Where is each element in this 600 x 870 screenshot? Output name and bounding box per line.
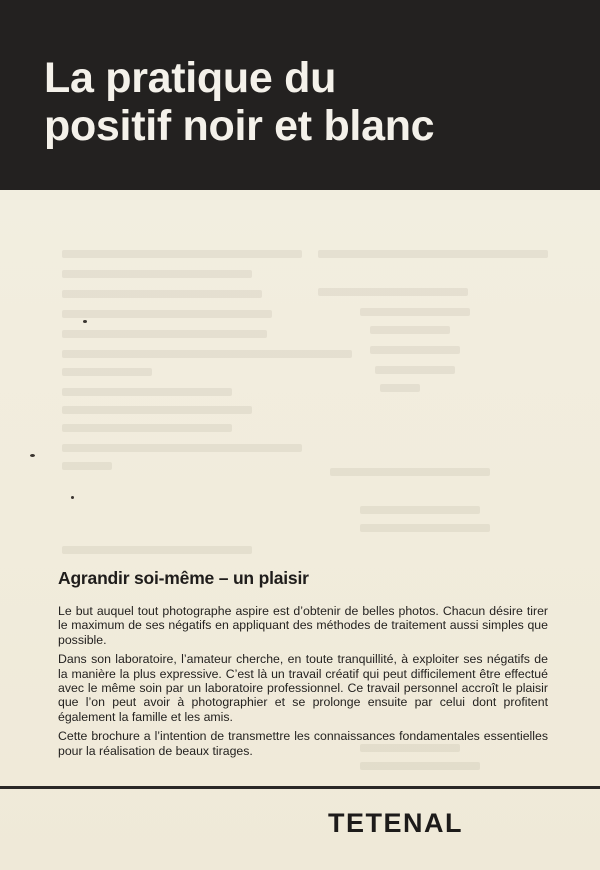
title-line-1: La pratique du (44, 54, 337, 102)
header-band (0, 0, 600, 190)
paper-speck (83, 320, 87, 323)
paragraph: Dans son laboratoire, l’amateur cherche, en toute tranquillité, à exploiter ses négatifs de la manière la plus expressive. C’est là un travail créatif qui peut difficilement être effectué avec le même soin par un laboratoire professionnel. Ce travail personnel accroît le plaisir que l’on peut avoir à photographier et se prolonge ensuite par celui dont profitent également la famille et les amis. (58, 652, 548, 724)
section-heading: Agrandir soi-même – un plaisir (58, 568, 309, 588)
title-line-2: positif noir et blanc (44, 102, 435, 150)
page-title (44, 54, 564, 150)
paragraph: Cette brochure a l’intention de transmettre les connaissances fondamentales essentielles pour la réalisation de beaux tirages. (58, 729, 548, 758)
tetenal-logo: TETENAL (328, 808, 463, 838)
footer-divider (0, 786, 600, 789)
paper-speck (71, 496, 74, 499)
paragraph: Le but auquel tout photographe aspire est d’obtenir de belles photos. Chacun désire tirer le maximum de ses négatifs en appliquant des méthodes de traitement aussi simples que possible. (58, 604, 548, 647)
paper-speck (30, 454, 35, 457)
body-text (58, 604, 548, 763)
